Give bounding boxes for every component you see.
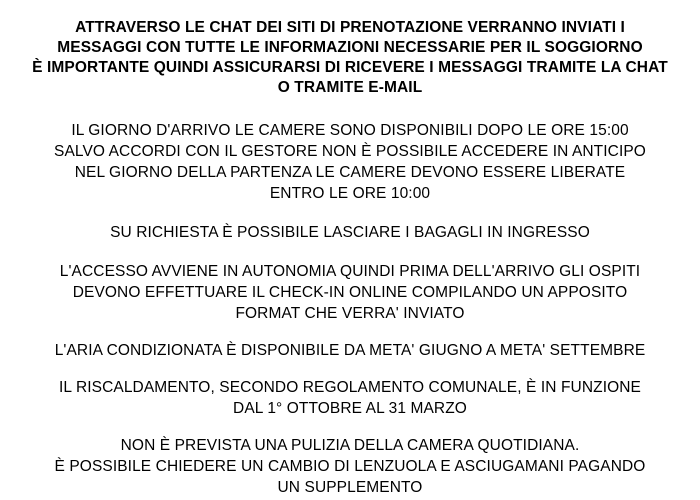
arrival-line-2: SALVO ACCORDI CON IL GESTORE NON È POSSIBILE ACCEDERE IN ANTICIPO <box>54 143 646 160</box>
heading-line-4: O TRAMITE E-MAIL <box>277 79 423 96</box>
spacer <box>14 204 686 222</box>
checkin-block <box>14 261 686 324</box>
spacer <box>14 361 686 377</box>
heading-line-3: È IMPORTANTE QUINDI ASSICURARSI DI RICEVERE I MESSAGGI TRAMITE LA CHAT <box>32 59 668 76</box>
spacer <box>14 243 686 261</box>
air-conditioning-line-1: L'ARIA CONDIZIONATA È DISPONIBILE DA META' GIUGNO A META' SETTEMBRE <box>54 342 646 359</box>
heating-line-1: IL RISCALDAMENTO, SECONDO REGOLAMENTO COMUNALE, È IN FUNZIONE <box>59 379 641 396</box>
spacer <box>14 98 686 120</box>
heading-block <box>14 18 686 98</box>
checkin-line-1: L'ACCESSO AVVIENE IN AUTONOMIA QUINDI PRIMA DELL'ARRIVO GLI OSPITI <box>59 263 641 280</box>
checkin-line-2: DEVONO EFFETTUARE IL CHECK-IN ONLINE COMPILANDO UN APPOSITO <box>72 284 628 301</box>
arrival-line-4: ENTRO LE ORE 10:00 <box>269 185 431 202</box>
cleaning-line-2: È POSSIBILE CHIEDERE UN CAMBIO DI LENZUOLA E ASCIUGAMANI PAGANDO <box>54 458 646 475</box>
air-conditioning-block <box>14 340 686 361</box>
heading-line-1: ATTRAVERSO LE CHAT DEI SITI DI PRENOTAZIONE VERRANNO INVIATI I <box>75 19 625 36</box>
spacer <box>14 324 686 340</box>
spacer <box>14 419 686 435</box>
checkin-line-3: FORMAT CHE VERRA' INVIATO <box>235 305 465 322</box>
heating-line-2: DAL 1° OTTOBRE AL 31 MARZO <box>233 400 467 417</box>
luggage-block <box>14 222 686 243</box>
arrival-line-1: IL GIORNO D'ARRIVO LE CAMERE SONO DISPONIBILI DOPO LE ORE 15:00 <box>71 122 629 139</box>
heating-block <box>14 377 686 419</box>
luggage-line-1: SU RICHIESTA È POSSIBILE LASCIARE I BAGAGLI IN INGRESSO <box>110 224 590 241</box>
cleaning-block <box>14 435 686 498</box>
cleaning-line-3: UN SUPPLEMENTO <box>277 479 423 496</box>
arrival-block <box>14 120 686 204</box>
cleaning-line-1: NON È PREVISTA UNA PULIZIA DELLA CAMERA QUOTIDIANA. <box>120 437 580 454</box>
arrival-line-3: NEL GIORNO DELLA PARTENZA LE CAMERE DEVONO ESSERE LIBERATE <box>74 164 626 181</box>
heading-line-2: MESSAGGI CON TUTTE LE INFORMAZIONI NECESSARIE PER IL SOGGIORNO <box>57 39 643 56</box>
